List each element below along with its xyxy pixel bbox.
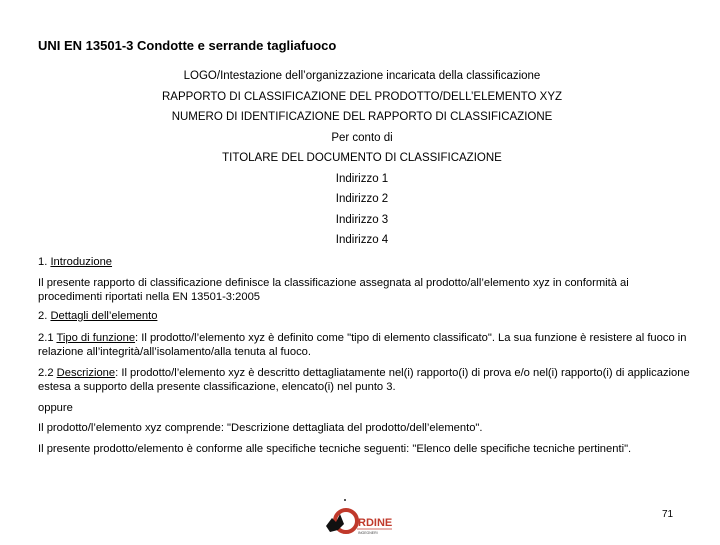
address-line-3: Indirizzo 3 xyxy=(335,214,389,226)
section-1-text: Il presente rapporto di classificazione definisce la classificazione assegnata al prodotto/all’elemento xyz in conformità ai procedimenti riportati nella EN 13501-3:2005 xyxy=(38,277,629,303)
section-2-1-text: : Il prodotto/l’elemento xyz è definito come "tipo di elemento classificato". La sua funzione è resistere al fuoco in relazione all’integrità/all’isolamento/alla tenuta al fuoco. xyxy=(38,332,687,358)
section-2-2-text: : Il prodotto/l’elemento xyz è descritto dettagliatamente nel(i) rapporto(i) di prova e/o nel(i) rapporto(i) di applicazione estesa a supporto della presente classificazione, elencato(i) nel punto 3. xyxy=(38,367,690,393)
section-2-1-label: Tipo di funzione xyxy=(56,332,136,344)
oppure-text: oppure xyxy=(38,402,73,414)
section-2-1 xyxy=(38,331,690,359)
report-title: RAPPORTO DI CLASSIFICAZIONE DEL PRODOTTO/DELL’ELEMENTO XYZ xyxy=(161,91,563,103)
composition-text: Il prodotto/l’elemento xyz comprende: "Descrizione dettagliata del prodotto/dell’elemento". xyxy=(38,422,483,434)
page-number: 71 xyxy=(662,509,674,520)
logo-text: RDINE xyxy=(358,517,393,529)
section-1-title: Introduzione xyxy=(50,256,113,268)
on-behalf: Per conto di xyxy=(331,132,393,144)
section-2-number: 2. xyxy=(38,310,51,322)
section-1-number: 1. xyxy=(38,256,51,268)
section-2-heading xyxy=(38,309,690,323)
ordine-logo xyxy=(322,496,394,540)
section-2-1-number: 2.1 xyxy=(38,332,57,344)
address-line-2: Indirizzo 2 xyxy=(335,193,389,205)
section-2-title: Dettagli dell’elemento xyxy=(50,310,158,322)
section-1-heading xyxy=(38,255,690,269)
holder: TITOLARE DEL DOCUMENTO DI CLASSIFICAZIONE xyxy=(222,152,502,164)
logo-line: LOGO/Intestazione dell’organizzazione incaricata della classificazione xyxy=(183,70,541,82)
section-2-2 xyxy=(38,366,690,394)
report-number: NUMERO DI IDENTIFICAZIONE DEL RAPPORTO DI CLASSIFICAZIONE xyxy=(171,111,553,123)
address-line-1: Indirizzo 1 xyxy=(335,173,389,185)
conformity-text: Il presente prodotto/elemento è conforme alle specifiche tecniche seguenti: "Elenco delle specifiche tecniche pertinenti". xyxy=(38,443,632,455)
page-title: UNI EN 13501-3 Condotte e serrande tagliafuoco xyxy=(38,38,337,53)
address-line-4: Indirizzo 4 xyxy=(335,234,389,246)
section-2-2-label: Descrizione xyxy=(56,367,116,379)
section-2-2-number: 2.2 xyxy=(38,367,57,379)
logo-subtext: INGEGNERI xyxy=(358,531,378,535)
ordine-logo-graphic xyxy=(322,496,394,540)
